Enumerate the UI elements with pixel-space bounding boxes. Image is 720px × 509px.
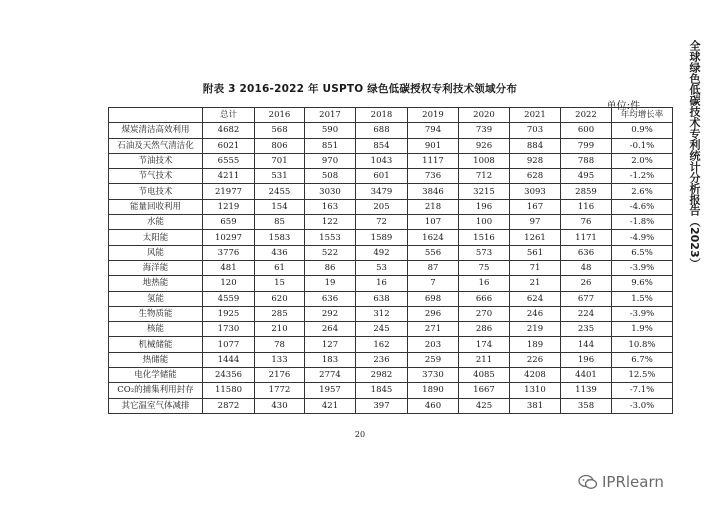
- data-cell: 19: [305, 276, 356, 291]
- table-row: [109, 153, 673, 168]
- column-header: 2019: [408, 108, 459, 123]
- data-cell: 167: [510, 199, 561, 214]
- data-cell: 285: [255, 306, 305, 321]
- data-cell: 10297: [203, 230, 255, 245]
- data-cell: 1261: [510, 230, 561, 245]
- unit-label: 单位:件: [606, 101, 640, 112]
- data-cell: 4682: [203, 123, 255, 138]
- data-cell: 600: [561, 123, 612, 138]
- data-cell: 495: [561, 169, 612, 184]
- data-cell: 48: [561, 260, 612, 275]
- row-label-cell: 电化学储能: [109, 368, 203, 383]
- data-cell: 481: [203, 260, 255, 275]
- data-cell: 561: [510, 245, 561, 260]
- row-label-cell: 水能: [109, 215, 203, 230]
- data-cell: 4559: [203, 291, 255, 306]
- data-cell: 224: [561, 306, 612, 321]
- data-cell: 1139: [561, 383, 612, 398]
- data-cell: 436: [255, 245, 305, 260]
- column-header: 年均增长率: [612, 108, 673, 123]
- data-cell: 901: [408, 138, 459, 153]
- data-cell: 78: [255, 337, 305, 352]
- data-cell: 701: [255, 153, 305, 168]
- data-cell: 703: [510, 123, 561, 138]
- data-cell: 100: [459, 215, 510, 230]
- data-cell: 4211: [203, 169, 255, 184]
- data-cell: 1553: [305, 230, 356, 245]
- data-cell: 659: [203, 215, 255, 230]
- data-cell: 1171: [561, 230, 612, 245]
- data-cell: 601: [356, 169, 408, 184]
- data-cell: 53: [356, 260, 408, 275]
- data-cell: 739: [459, 123, 510, 138]
- column-header: 2022: [561, 108, 612, 123]
- page-number: 20: [354, 430, 366, 439]
- data-cell: 296: [408, 306, 459, 321]
- data-cell: 970: [305, 153, 356, 168]
- table-row: [109, 291, 673, 306]
- data-cell: 1957: [305, 383, 356, 398]
- data-cell: 381: [510, 398, 561, 413]
- data-cell: 1117: [408, 153, 459, 168]
- data-cell: 71: [510, 260, 561, 275]
- data-cell: 1310: [510, 383, 561, 398]
- data-cell: 286: [459, 322, 510, 337]
- data-cell: 397: [356, 398, 408, 413]
- data-cell: -1.2%: [612, 169, 673, 184]
- data-cell: 3730: [408, 368, 459, 383]
- column-header: 2021: [510, 108, 561, 123]
- data-cell: 122: [305, 215, 356, 230]
- data-cell: 144: [561, 337, 612, 352]
- data-cell: 236: [356, 352, 408, 367]
- data-cell: 6021: [203, 138, 255, 153]
- row-label-cell: 海洋能: [109, 260, 203, 275]
- data-cell: -7.1%: [612, 383, 673, 398]
- data-cell: 1008: [459, 153, 510, 168]
- data-cell: 421: [305, 398, 356, 413]
- data-cell: 1444: [203, 352, 255, 367]
- data-cell: 928: [510, 153, 561, 168]
- data-cell: 884: [510, 138, 561, 153]
- data-cell: 11580: [203, 383, 255, 398]
- table-row: [109, 260, 673, 275]
- data-cell: 189: [510, 337, 561, 352]
- data-cell: 75: [459, 260, 510, 275]
- column-header: 2020: [459, 108, 510, 123]
- data-cell: 2455: [255, 184, 305, 199]
- data-cell: 97: [510, 215, 561, 230]
- data-cell: 926: [459, 138, 510, 153]
- table-row: [109, 230, 673, 245]
- data-cell: 15: [255, 276, 305, 291]
- data-cell: 24356: [203, 368, 255, 383]
- data-cell: 2982: [356, 368, 408, 383]
- wechat-icon: [578, 474, 598, 490]
- data-cell: 6555: [203, 153, 255, 168]
- watermark: [578, 473, 664, 491]
- data-cell: 1772: [255, 383, 305, 398]
- table-row: [109, 245, 673, 260]
- data-cell: 2176: [255, 368, 305, 383]
- data-cell: -3.0%: [612, 398, 673, 413]
- data-cell: 174: [459, 337, 510, 352]
- data-cell: 26: [561, 276, 612, 291]
- data-cell: 16: [459, 276, 510, 291]
- data-cell: 10.8%: [612, 337, 673, 352]
- data-cell: 568: [255, 123, 305, 138]
- data-cell: 218: [408, 199, 459, 214]
- data-cell: 2.0%: [612, 153, 673, 168]
- data-cell: 235: [561, 322, 612, 337]
- data-cell: 3093: [510, 184, 561, 199]
- data-cell: 3215: [459, 184, 510, 199]
- table-row: [109, 337, 673, 352]
- data-cell: 3479: [356, 184, 408, 199]
- data-cell: 163: [305, 199, 356, 214]
- data-cell: 292: [305, 306, 356, 321]
- data-cell: 271: [408, 322, 459, 337]
- column-header: 2016: [255, 108, 305, 123]
- data-cell: 6.7%: [612, 352, 673, 367]
- data-cell: 87: [408, 260, 459, 275]
- table-row: [109, 184, 673, 199]
- data-cell: 72: [356, 215, 408, 230]
- table-row: [109, 306, 673, 321]
- data-cell: 120: [203, 276, 255, 291]
- data-cell: 4085: [459, 368, 510, 383]
- data-cell: 1890: [408, 383, 459, 398]
- data-cell: 590: [305, 123, 356, 138]
- data-cell: 127: [305, 337, 356, 352]
- data-cell: 211: [459, 352, 510, 367]
- data-cell: 246: [510, 306, 561, 321]
- data-cell: 636: [305, 291, 356, 306]
- row-label-cell: 节电技术: [109, 184, 203, 199]
- data-cell: -4.9%: [612, 230, 673, 245]
- column-header: 2017: [305, 108, 356, 123]
- data-cell: 264: [305, 322, 356, 337]
- row-label-cell: 煤炭清洁高效利用: [109, 123, 203, 138]
- data-cell: 2774: [305, 368, 356, 383]
- patent-distribution-table: [108, 107, 673, 414]
- data-cell: 492: [356, 245, 408, 260]
- row-label-cell: 太阳能: [109, 230, 203, 245]
- data-cell: 1043: [356, 153, 408, 168]
- data-cell: 1077: [203, 337, 255, 352]
- data-cell: 107: [408, 215, 459, 230]
- data-cell: 3030: [305, 184, 356, 199]
- data-cell: 688: [356, 123, 408, 138]
- data-cell: 116: [561, 199, 612, 214]
- data-cell: 1589: [356, 230, 408, 245]
- data-cell: 1219: [203, 199, 255, 214]
- data-cell: 712: [459, 169, 510, 184]
- data-cell: 460: [408, 398, 459, 413]
- data-cell: 61: [255, 260, 305, 275]
- row-label-cell: 能量回收利用: [109, 199, 203, 214]
- data-cell: 9.6%: [612, 276, 673, 291]
- data-cell: 788: [561, 153, 612, 168]
- data-cell: 162: [356, 337, 408, 352]
- data-cell: 4208: [510, 368, 561, 383]
- row-label-cell: 其它温室气体减排: [109, 398, 203, 413]
- table-row: [109, 123, 673, 138]
- data-cell: 210: [255, 322, 305, 337]
- data-cell: 196: [459, 199, 510, 214]
- data-cell: 556: [408, 245, 459, 260]
- table-row: [109, 352, 673, 367]
- data-cell: 21977: [203, 184, 255, 199]
- data-cell: 636: [561, 245, 612, 260]
- data-cell: 183: [305, 352, 356, 367]
- row-label-cell: 地热能: [109, 276, 203, 291]
- data-cell: 624: [510, 291, 561, 306]
- data-cell: 76: [561, 215, 612, 230]
- data-cell: 1845: [356, 383, 408, 398]
- data-cell: 736: [408, 169, 459, 184]
- table-row: [109, 383, 673, 398]
- data-cell: 86: [305, 260, 356, 275]
- data-cell: 312: [356, 306, 408, 321]
- data-cell: 573: [459, 245, 510, 260]
- data-cell: 1667: [459, 383, 510, 398]
- data-cell: 698: [408, 291, 459, 306]
- data-cell: 1.9%: [612, 322, 673, 337]
- data-cell: 799: [561, 138, 612, 153]
- data-cell: -3.9%: [612, 260, 673, 275]
- data-cell: 133: [255, 352, 305, 367]
- data-cell: 508: [305, 169, 356, 184]
- table-row: [109, 215, 673, 230]
- data-cell: 4401: [561, 368, 612, 383]
- table-row: [109, 199, 673, 214]
- data-cell: 358: [561, 398, 612, 413]
- data-cell: 1925: [203, 306, 255, 321]
- data-cell: 638: [356, 291, 408, 306]
- table-header-row: [109, 108, 673, 123]
- data-cell: 851: [305, 138, 356, 153]
- data-cell: 154: [255, 199, 305, 214]
- data-cell: 12.5%: [612, 368, 673, 383]
- data-cell: 628: [510, 169, 561, 184]
- data-cell: 85: [255, 215, 305, 230]
- data-cell: 7: [408, 276, 459, 291]
- table-row: [109, 322, 673, 337]
- data-cell: 1516: [459, 230, 510, 245]
- data-cell: 259: [408, 352, 459, 367]
- row-label-cell: CO₂的捕集利用封存: [109, 383, 203, 398]
- row-label-cell: 节油技术: [109, 153, 203, 168]
- column-header: 总计: [203, 108, 255, 123]
- table-title: 附表 3 2016-2022 年 USPTO 绿色低碳授权专利技术领域分布: [202, 83, 518, 95]
- row-label-cell: 石油及天然气清洁化: [109, 138, 203, 153]
- column-header: 2018: [356, 108, 408, 123]
- data-cell: 1.5%: [612, 291, 673, 306]
- table-row: [109, 368, 673, 383]
- data-cell: 620: [255, 291, 305, 306]
- data-cell: 2.6%: [612, 184, 673, 199]
- data-cell: -1.8%: [612, 215, 673, 230]
- data-cell: 1730: [203, 322, 255, 337]
- data-cell: 3846: [408, 184, 459, 199]
- data-cell: -3.9%: [612, 306, 673, 321]
- data-cell: 854: [356, 138, 408, 153]
- row-label-cell: 热储能: [109, 352, 203, 367]
- data-cell: 196: [561, 352, 612, 367]
- data-cell: 425: [459, 398, 510, 413]
- data-cell: 203: [408, 337, 459, 352]
- data-cell: 1624: [408, 230, 459, 245]
- watermark-text: IPRlearn: [602, 473, 664, 491]
- header-blank-cell: [109, 108, 203, 123]
- table-row: [109, 398, 673, 413]
- table-row: [109, 169, 673, 184]
- data-cell: 666: [459, 291, 510, 306]
- data-cell: 245: [356, 322, 408, 337]
- data-cell: 1583: [255, 230, 305, 245]
- row-label-cell: 氢能: [109, 291, 203, 306]
- data-cell: 3776: [203, 245, 255, 260]
- data-cell: 219: [510, 322, 561, 337]
- data-cell: 16: [356, 276, 408, 291]
- data-cell: 2872: [203, 398, 255, 413]
- data-cell: -4.6%: [612, 199, 673, 214]
- row-label-cell: 核能: [109, 322, 203, 337]
- data-cell: 2859: [561, 184, 612, 199]
- side-header: 全球绿色低碳技术专利统计分析报告（2023）: [688, 40, 701, 269]
- data-cell: -0.1%: [612, 138, 673, 153]
- row-label-cell: 风能: [109, 245, 203, 260]
- table-row: [109, 276, 673, 291]
- data-cell: 806: [255, 138, 305, 153]
- data-cell: 794: [408, 123, 459, 138]
- row-label-cell: 节气技术: [109, 169, 203, 184]
- data-cell: 522: [305, 245, 356, 260]
- data-cell: 205: [356, 199, 408, 214]
- table-row: [109, 138, 673, 153]
- data-cell: 531: [255, 169, 305, 184]
- row-label-cell: 生物质能: [109, 306, 203, 321]
- row-label-cell: 机械储能: [109, 337, 203, 352]
- data-cell: 6.5%: [612, 245, 673, 260]
- data-cell: 0.9%: [612, 123, 673, 138]
- data-cell: 430: [255, 398, 305, 413]
- data-cell: 226: [510, 352, 561, 367]
- data-cell: 21: [510, 276, 561, 291]
- data-cell: 677: [561, 291, 612, 306]
- data-cell: 270: [459, 306, 510, 321]
